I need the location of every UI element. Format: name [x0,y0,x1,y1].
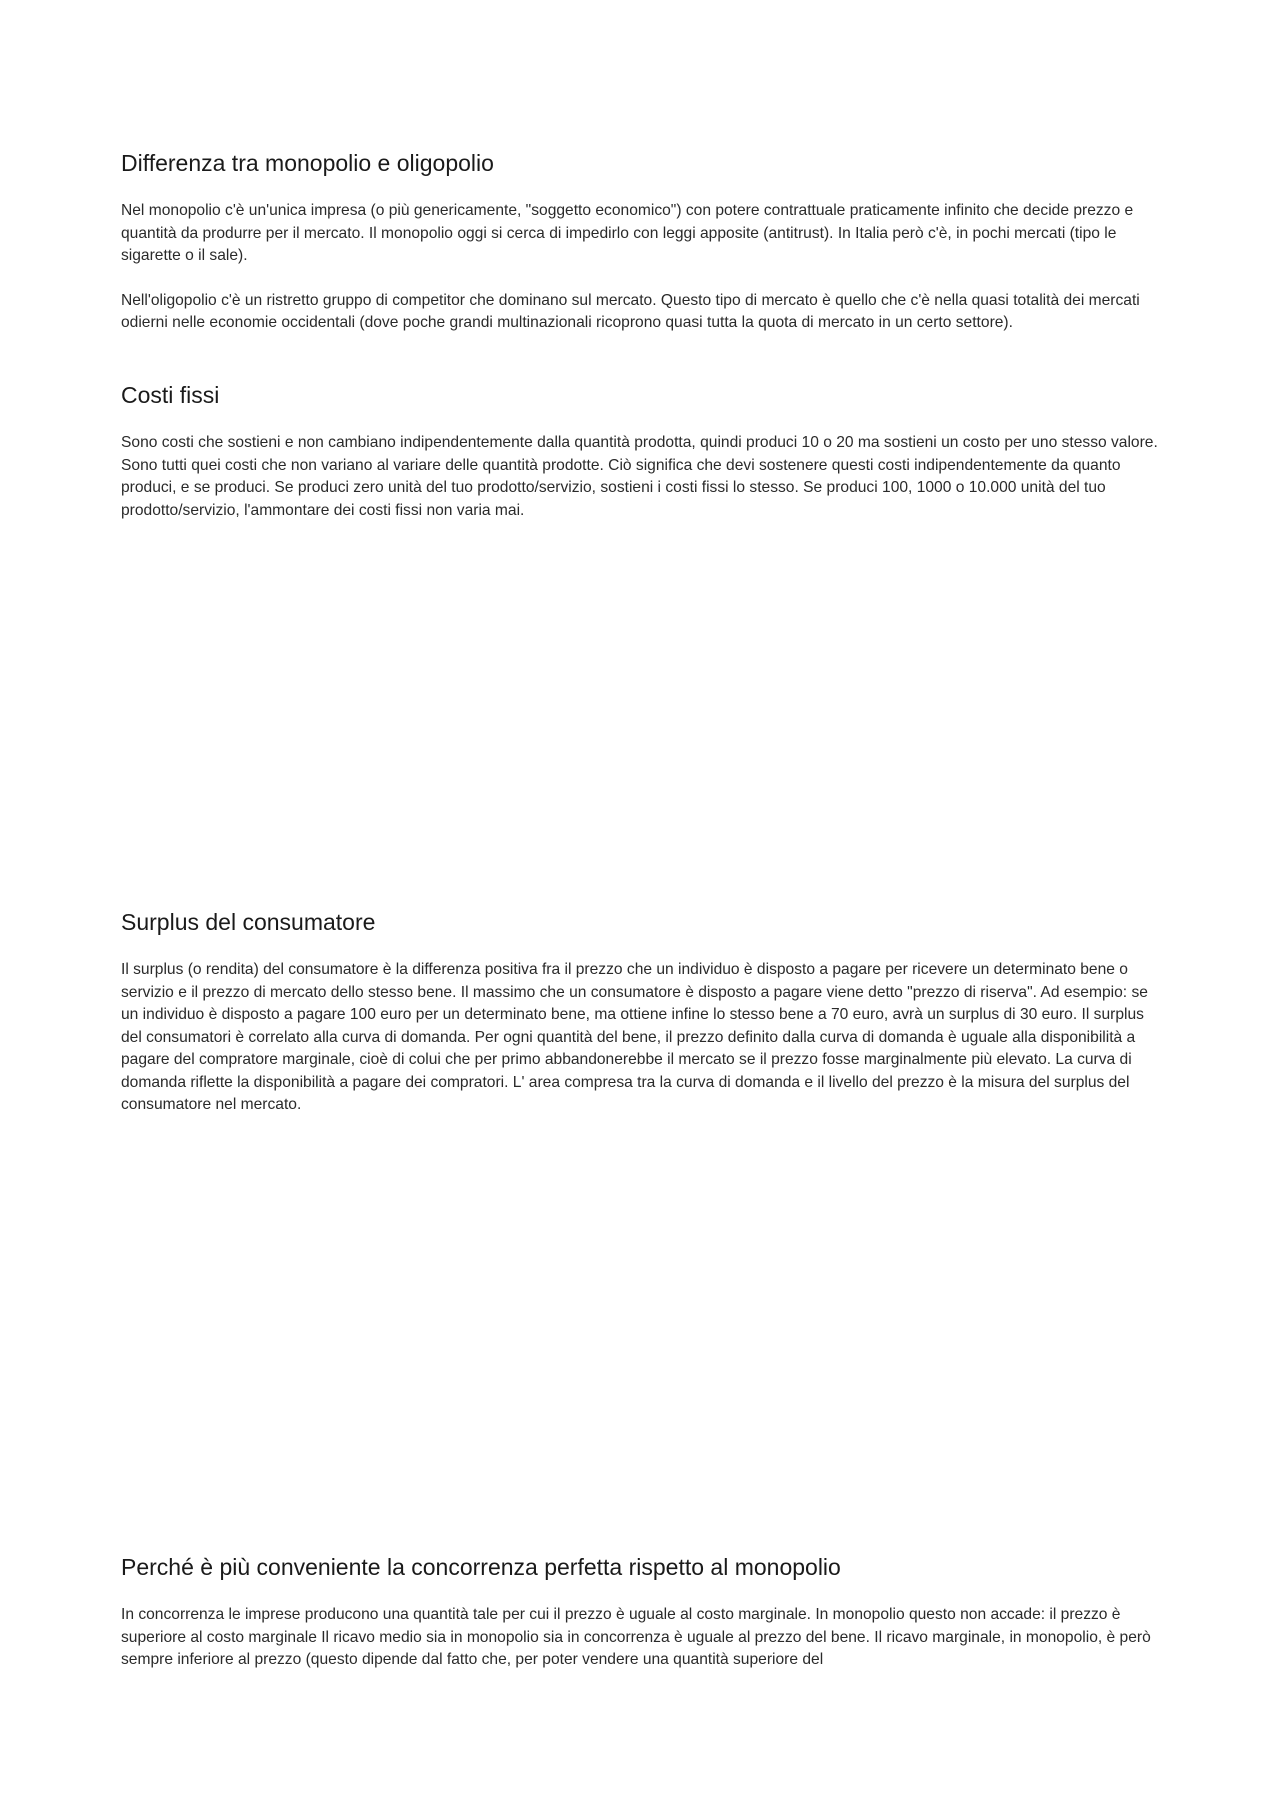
section-title: Surplus del consumatore [121,909,376,935]
paragraph: In concorrenza le imprese producono una quantità tale per cui il prezzo è uguale al costo marginale. In monopolio questo non accade: il prezzo è superiore al costo marginale Il ricavo medio sia in monopolio sia in concorrenza è uguale al prezzo del bene. Il ricavo marginale, in monopolio, è però sempre inferiore al prezzo (questo dipende dal fatto che, per poter vendere una quantità superiore del [121,1606,1151,1668]
section-monopolio-oligopolio [121,148,1161,335]
section-costi-fissi [121,380,1161,522]
paragraph: Sono costi che sostieni e non cambiano indipendentemente dalla quantità prodotta, quindi produci 10 o 20 ma sostieni un costo per uno stesso valore. Sono tutti quei costi che non variano al variare delle quantità prodotte. Ciò significa che devi sostenere questi costi indipendentemente da quanto produci, e se produci. Se produci zero unità del tuo prodotto/servizio, sostieni i costi fissi lo stesso. Se produci 100, 1000 o 10.000 unità del tuo prodotto/servizio, l'ammontare dei costi fissi non varia mai. [121,434,1158,519]
paragraph: Il surplus (o rendita) del consumatore è la differenza positiva fra il prezzo che un individuo è disposto a pagare per ricevere un determinato bene o servizio e il prezzo di mercato dello stesso bene. Il massimo che un consumatore è disposto a pagare viene detto "prezzo di riserva". Ad esempio: se un individuo è disposto a pagare 100 euro per un determinato bene, ma ottiene infine lo stesso bene a 70 euro, avrà un surplus di 30 euro. Il surplus del consumatori è correlato alla curva di domanda. Per ogni quantità del bene, il prezzo definito dalla curva di domanda è uguale alla disponibilità a pagare del compratore marginale, cioè di colui che per primo abbandonerebbe il mercato se il prezzo fosse marginalmente più elevato. La curva di domanda riflette la disponibilità a pagare dei compratori. L' area compresa tra la curva di domanda e il livello del prezzo è la misura del surplus del consumatore nel mercato. [121,961,1148,1113]
section-title: Costi fissi [121,382,220,408]
section-title: Differenza tra monopolio e oligopolio [121,150,494,176]
section-title: Perché è più conveniente la concorrenza perfetta rispetto al monopolio [121,1554,841,1580]
section-concorrenza-monopolio [121,1552,1161,1672]
paragraph: Nel monopolio c'è un'unica impresa (o più genericamente, "soggetto economico") con potere contrattuale praticamente infinito che decide prezzo e quantità da produrre per il mercato. Il monopolio oggi si cerca di impedirlo con leggi apposite (antitrust). In Italia però c'è, in pochi mercati (tipo le sigarette o il sale). [121,202,1134,264]
paragraph: Nell'oligopolio c'è un ristretto gruppo di competitor che dominano sul mercato. Questo tipo di mercato è quello che c'è nella quasi totalità dei mercati odierni nelle economie occidentali (dove poche grandi multinazionali ricoprono quasi tutta la quota di mercato in un certo settore). [121,291,1140,331]
section-surplus-consumatore [121,907,1161,1117]
